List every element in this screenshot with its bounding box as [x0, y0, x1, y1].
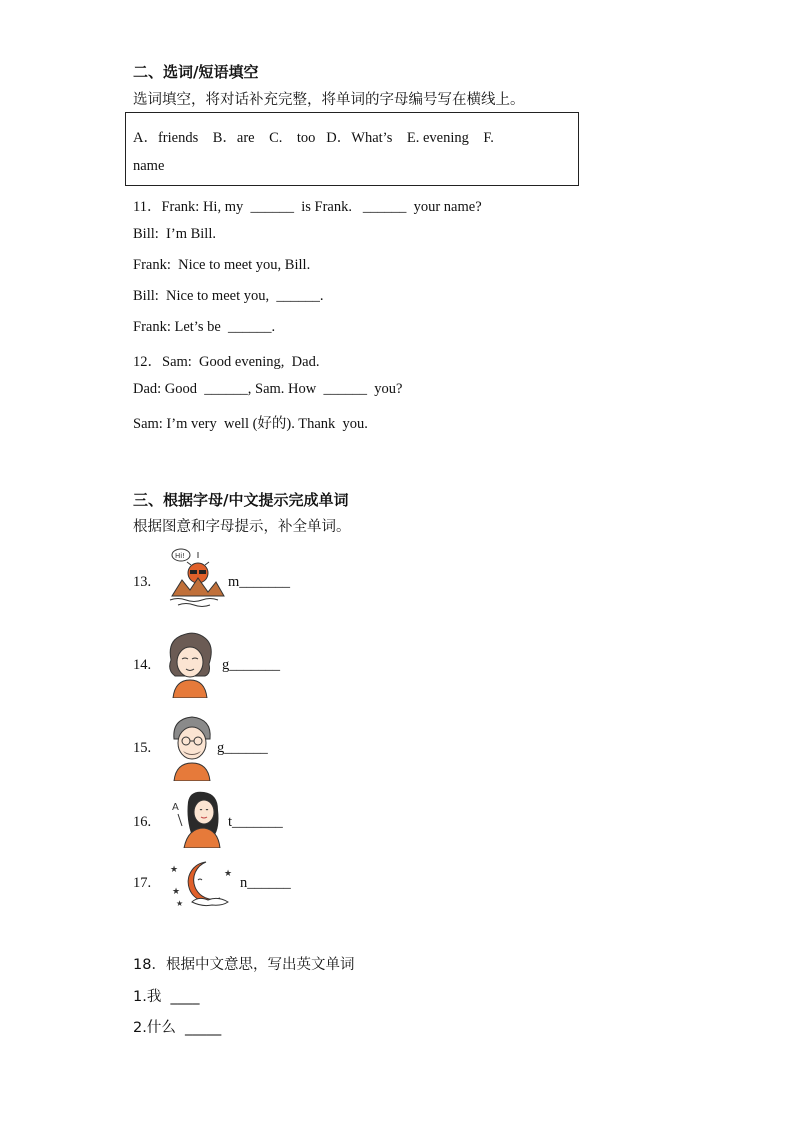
word-bank-line-1: A．friends B．are C. too D．What’s E. evening F.	[133, 130, 494, 146]
section3-title: 三、根据字母/中文提示完成单词	[133, 491, 349, 509]
q11-line-4: Bill: Nice to meet you, ______.	[133, 288, 324, 304]
q12-line-3: Sam: I’m very well (好的). Thank you.	[133, 416, 368, 432]
item-14-hint: g_______	[222, 657, 280, 673]
grandmother-icon	[165, 630, 215, 698]
q12-line-1: 12．Sam: Good evening, Dad.	[133, 354, 320, 370]
item-13-number: 13.	[133, 574, 152, 590]
word-bank-box	[125, 112, 579, 186]
svg-text:A: A	[172, 802, 179, 813]
item-16-hint: t_______	[228, 814, 283, 830]
q11-line-1: 11．Frank: Hi, my ______ is Frank. ______ your name?	[133, 199, 482, 215]
morning-sun-icon	[168, 546, 226, 612]
q18-item-2: 2.什么 _____	[133, 1020, 222, 1036]
item-17-hint: n______	[240, 875, 291, 891]
q12-line-2: Dad: Good ______, Sam. How ______ you?	[133, 381, 403, 397]
item-14-number: 14.	[133, 657, 152, 673]
q18-title: 18．根据中文意思，写出英文单词	[133, 957, 355, 973]
item-16-number: 16.	[133, 814, 152, 830]
section2-title: 二、选词/短语填空	[133, 63, 259, 81]
word-bank-line-2: name	[133, 158, 165, 174]
teacher-icon	[168, 788, 226, 848]
section3-instruction: 根据图意和字母提示，补全单词。	[133, 519, 351, 535]
grandfather-icon	[168, 713, 216, 781]
svg-text:★: ★	[176, 899, 184, 908]
svg-text:★: ★	[170, 864, 179, 874]
q18-item-1: 1.我 ____	[133, 989, 200, 1005]
q11-line-2: Bill: I’m Bill.	[133, 226, 216, 242]
q11-line-5: Frank: Let’s be ______.	[133, 319, 276, 335]
item-15-hint: g______	[217, 740, 268, 756]
item-15-number: 15.	[133, 740, 152, 756]
night-moon-icon	[168, 858, 238, 910]
q11-line-3: Frank: Nice to meet you, Bill.	[133, 257, 311, 273]
svg-text:★: ★	[224, 868, 233, 878]
section2-instruction: 选词填空，将对话补充完整，将单词的字母编号写在横线上。	[133, 92, 525, 108]
item-13-hint: m_______	[228, 574, 291, 590]
svg-text:★: ★	[172, 886, 181, 896]
svg-text:Hi!: Hi!	[175, 552, 186, 560]
item-17-number: 17.	[133, 875, 152, 891]
